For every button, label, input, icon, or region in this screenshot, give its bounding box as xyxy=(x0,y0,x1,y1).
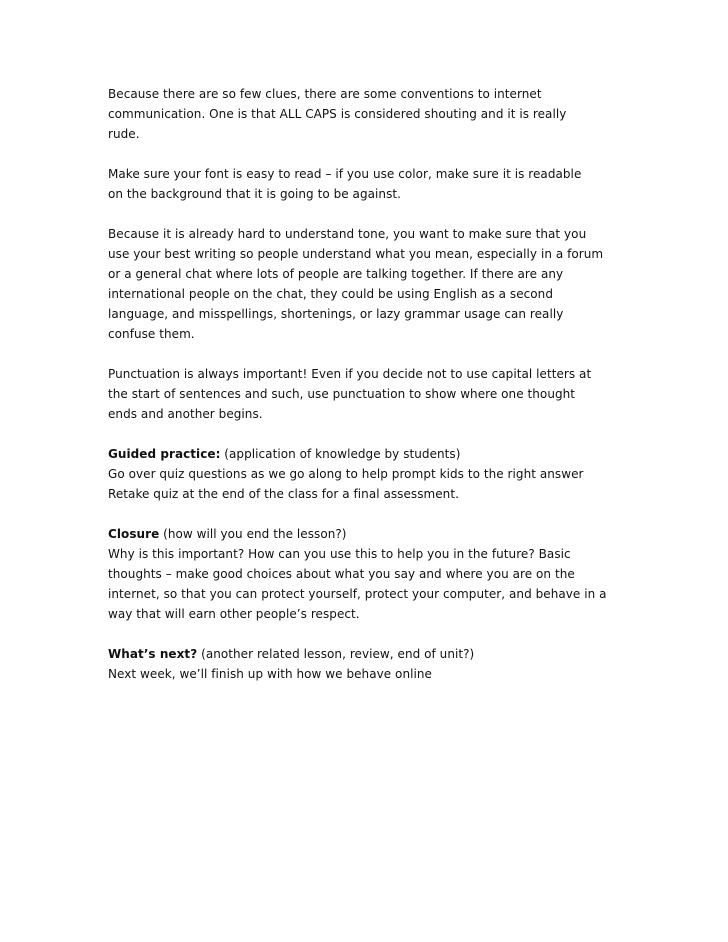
text-line: language, and misspellings, shortenings, or lazy grammar usage can really xyxy=(108,307,564,321)
text-line: Go over quiz questions as we go along to help prompt kids to the right answer xyxy=(108,467,584,481)
text-line: Because it is already hard to understand tone, you want to make sure that you xyxy=(108,227,587,241)
text-line: internet, so that you can protect yourself, protect your computer, and behave in a xyxy=(108,587,607,601)
section-guided-practice xyxy=(108,444,628,504)
guided-practice-heading: Guided practice: xyxy=(108,447,221,461)
text-line: confuse them. xyxy=(108,327,195,341)
text-line: Because there are so few clues, there are some conventions to internet xyxy=(108,87,542,101)
text-line: use your best writing so people understand what you mean, especially in a forum xyxy=(108,247,604,261)
section-heading-line xyxy=(108,524,628,544)
text-line: Next week, we’ll finish up with how we behave online xyxy=(108,667,432,681)
text-line: Make sure your font is easy to read – if you use color, make sure it is readable xyxy=(108,167,582,181)
whats-next-subtitle: (another related lesson, review, end of unit?) xyxy=(197,647,475,661)
section-heading-line xyxy=(108,444,628,464)
text-line: Punctuation is always important! Even if you decide not to use capital letters at xyxy=(108,367,592,381)
text-line: international people on the chat, they could be using English as a second xyxy=(108,287,553,301)
text-line: thoughts – make good choices about what you say and where you are on the xyxy=(108,567,575,581)
paragraph-punctuation xyxy=(108,364,628,424)
section-closure xyxy=(108,524,628,624)
document-body xyxy=(108,84,628,704)
text-line: communication. One is that ALL CAPS is considered shouting and it is really xyxy=(108,107,567,121)
paragraph-tone xyxy=(108,224,628,344)
text-line: rude. xyxy=(108,127,140,141)
paragraph-font xyxy=(108,164,628,204)
text-line: the start of sentences and such, use punctuation to show where one thought xyxy=(108,387,576,401)
text-line: Why is this important? How can you use this to help you in the future? Basic xyxy=(108,547,571,561)
closure-subtitle: (how will you end the lesson?) xyxy=(159,527,347,541)
text-line: way that will earn other people’s respect. xyxy=(108,607,360,621)
text-line: on the background that it is going to be against. xyxy=(108,187,401,201)
section-heading-line xyxy=(108,644,628,664)
whats-next-heading: What’s next? xyxy=(108,647,198,661)
closure-heading: Closure xyxy=(108,527,160,541)
text-line: Retake quiz at the end of the class for a final assessment. xyxy=(108,487,459,501)
guided-practice-subtitle: (application of knowledge by students) xyxy=(220,447,461,461)
text-line: ends and another begins. xyxy=(108,407,263,421)
section-whats-next xyxy=(108,644,628,684)
text-line: or a general chat where lots of people are talking together. If there are any xyxy=(108,267,564,281)
paragraph-conventions xyxy=(108,84,628,144)
